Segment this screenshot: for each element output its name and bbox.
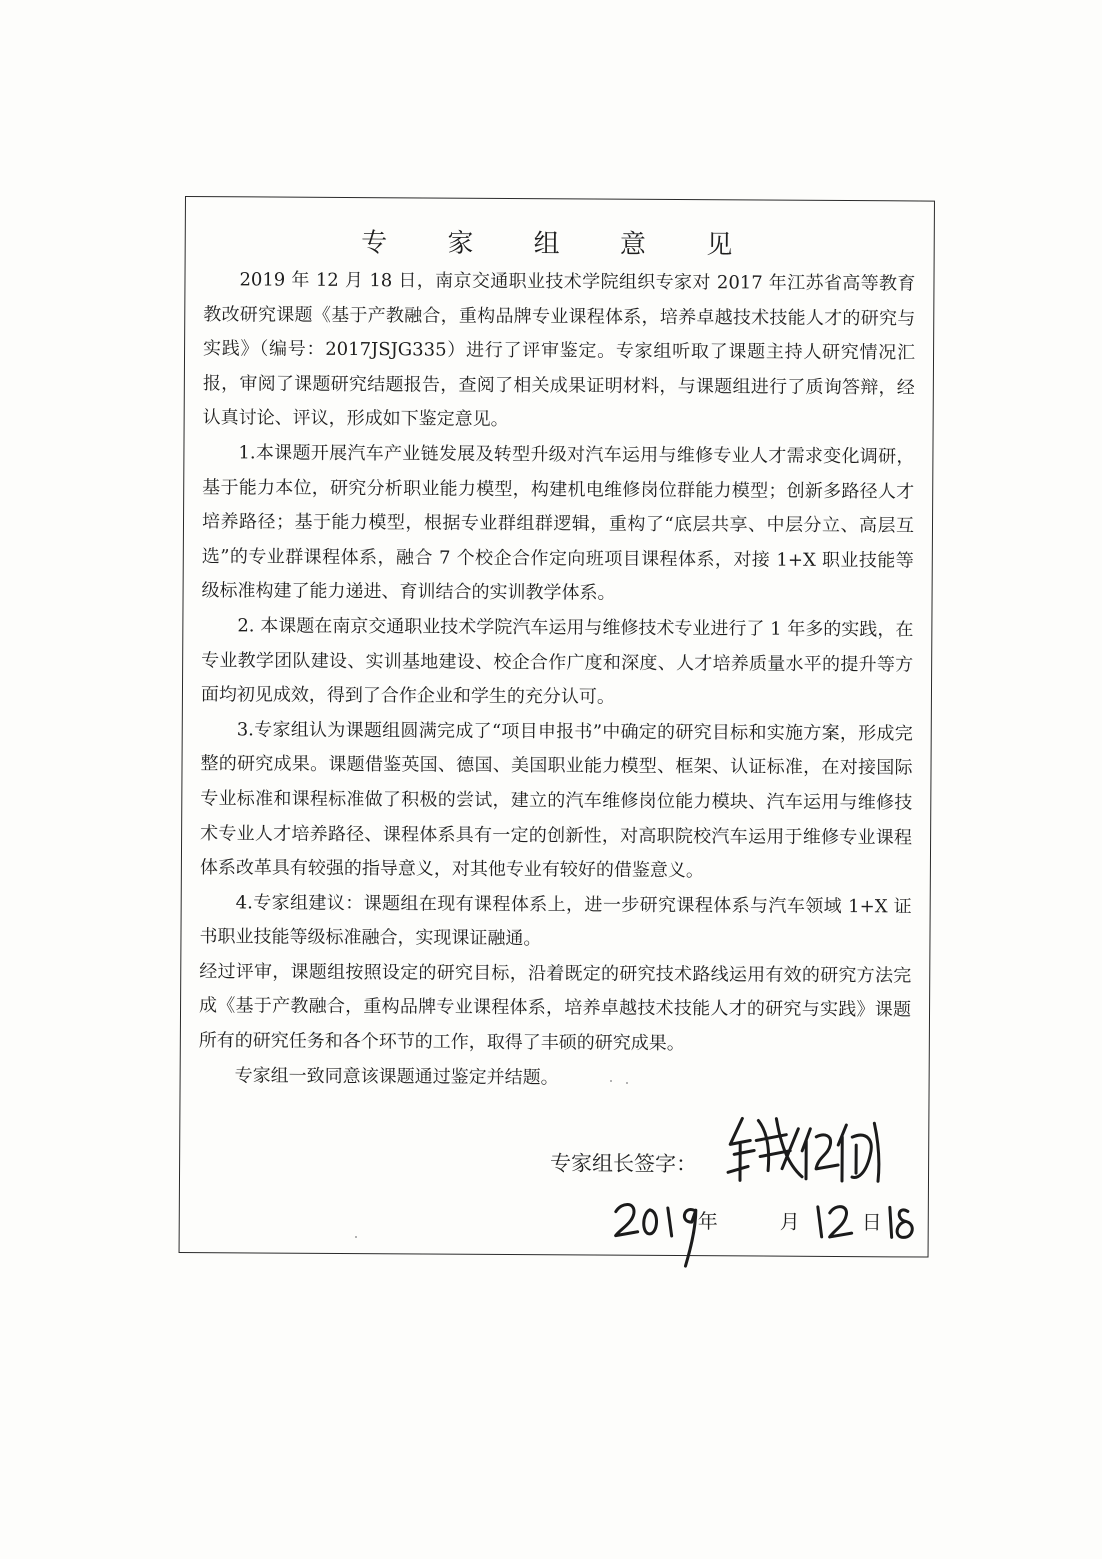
opinion-frame bbox=[179, 196, 935, 1258]
paragraph-point-4: 4.专家组建议：课题组在现有课程体系上，进一步研究课程体系与汽车领域 1+X 证书职业技能等级标准融合，实现课证融通。 bbox=[199, 892, 912, 950]
page-title: 专 家 组 意 见 bbox=[361, 228, 759, 261]
paragraph-point-1: 1.本课题开展汽车产业链发展及转型升级对汽车运用与维修专业人才需求变化调研，基于能力本位，研究分析职业能力模型，构建机电维修岗位群能力模型；创新多路径人才培养路径；基于能力模型，根据专业群组群逻辑，重构了“底层共享、中层分立、高层互选”的专业群课程体系，融合 7 个校企合作定向班项目课程体系，对接 1+X 职业技能等级标准构建了能力递进、育训结合的实训教学体系。 bbox=[201, 442, 915, 604]
handwritten-signature bbox=[720, 1110, 890, 1191]
paragraph-point-3: 3.专家组认为课题组圆满完成了“项目申报书”中确定的研究目标和实施方案，形成完整的研究成果。课题借鉴英国、德国、美国职业能力模型、框架、认证标准，在对接国际专业标准和课程标准做了积极的尝试，建立的汽车维修岗位能力模块、汽车运用与维修技术专业人才培养路径、课程体系具有一定的创新性，对高职院校汽车运用于维修专业课程体系改革具有较强的指导意义，对其他专业有较好的借鉴意义。 bbox=[199, 719, 913, 882]
paragraph-intro: 2019 年 12 月 18 日，南京交通职业技术学院组织专家对 2017 年江苏省高等教育教改研究课题《基于产教融合，重构品牌专业课程体系，培养卓越技术技能人才的研究与实践》（编号：2017JSJG335）进行了评审鉴定。专家组听取了课题主持人研究情况汇报，审阅了课题研究结题报告，查阅了相关成果证明材料，与课题组进行了质询答辩，经认真讨论、评议，形成如下鉴定意见。 bbox=[202, 269, 916, 431]
signature-label: 专家组长签字： bbox=[550, 1151, 698, 1177]
paragraph-approval: 专家组一致同意该课题通过鉴定并结题。 bbox=[234, 1064, 559, 1088]
paragraph-conclusion: 经过评审，课题组按照设定的研究目标，沿着既定的研究技术路线运用有效的研究方法完成《基于产教融合，重构品牌专业课程体系，培养卓越技术技能人才的研究与实践》课题所有的研究任务和各个环节的工作，取得了丰硕的研究成果。 bbox=[198, 960, 912, 1055]
date-month-unit: 月 bbox=[779, 1209, 800, 1234]
opinion-body bbox=[199, 263, 916, 1098]
paragraph-point-2: 2. 本课题在南京交通职业技术学院汽车运用与维修技术专业进行了 1 年多的实践，在专业教学团队建设、实训基地建设、校企合作广度和深度、人才培养质量水平的提升等方面均初见成效，得到了合作企业和学生的充分认可。 bbox=[200, 615, 914, 708]
date-year-unit: 年 bbox=[697, 1209, 718, 1234]
date-day-unit: 日 bbox=[861, 1210, 882, 1235]
